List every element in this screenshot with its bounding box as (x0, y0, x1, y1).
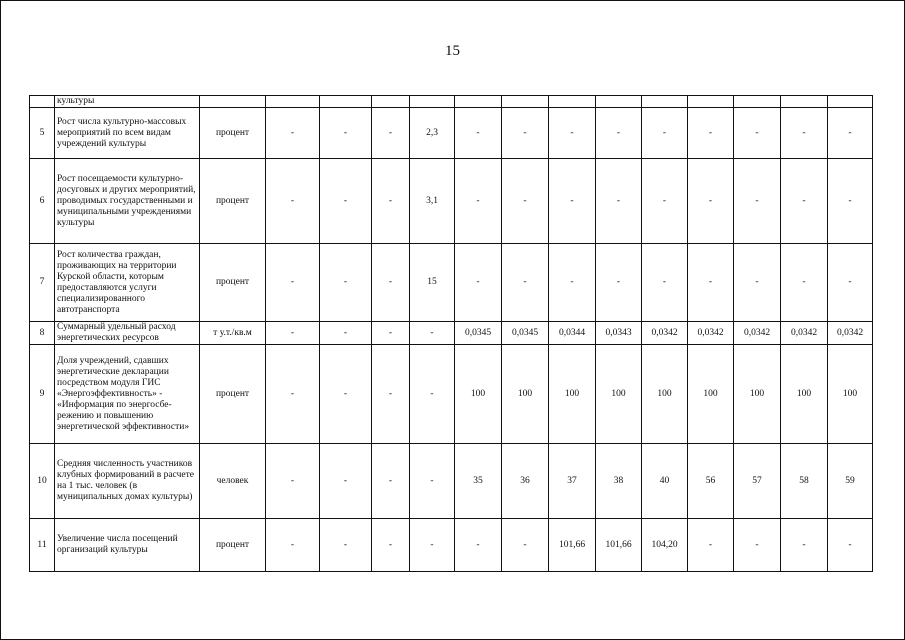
value-cell: - (642, 159, 688, 244)
value-cell: - (410, 519, 455, 572)
value-cell: - (410, 322, 455, 345)
value-cell: 100 (549, 345, 596, 444)
value-cell: - (549, 244, 596, 322)
value-cell: - (642, 108, 688, 159)
value-cell: 101,66 (549, 519, 596, 572)
row-number: 8 (30, 322, 55, 345)
value-cell: - (455, 519, 502, 572)
unit-cell (200, 96, 266, 108)
value-cell: - (320, 108, 372, 159)
value-cell: 100 (734, 345, 781, 444)
value-cell: 0,0343 (596, 322, 642, 345)
value-cell: - (781, 519, 828, 572)
unit-cell: процент (200, 159, 266, 244)
value-cell: - (781, 108, 828, 159)
value-cell: - (372, 444, 410, 519)
value-cell: - (266, 322, 320, 345)
unit-cell: человек (200, 444, 266, 519)
value-cell: - (455, 159, 502, 244)
value-cell: - (642, 244, 688, 322)
value-cell: 0,0342 (828, 322, 873, 345)
value-cell: 0,0345 (455, 322, 502, 345)
value-cell: - (688, 244, 734, 322)
value-cell: - (266, 444, 320, 519)
value-cell: 0,0345 (502, 322, 549, 345)
value-cell: 100 (455, 345, 502, 444)
value-cell (642, 96, 688, 108)
value-cell: 36 (502, 444, 549, 519)
unit-cell: процент (200, 345, 266, 444)
indicator-name: культуры (55, 96, 200, 108)
value-cell: - (320, 159, 372, 244)
value-cell: - (320, 322, 372, 345)
indicator-name: Средняя численность участников клубных формирований в расчете на 1 тыс. человек (в муниципальных домах культуры) (55, 444, 200, 519)
value-cell: - (596, 159, 642, 244)
value-cell (781, 96, 828, 108)
value-cell: 40 (642, 444, 688, 519)
indicator-name: Суммарный удельный расход энергетических ресурсов (55, 322, 200, 345)
value-cell: 100 (828, 345, 873, 444)
value-cell: - (372, 322, 410, 345)
value-cell: - (688, 159, 734, 244)
value-cell: - (549, 108, 596, 159)
value-cell: 0,0342 (642, 322, 688, 345)
value-cell: 0,0342 (688, 322, 734, 345)
value-cell: - (372, 159, 410, 244)
value-cell: - (455, 244, 502, 322)
value-cell: - (596, 108, 642, 159)
row-number: 11 (30, 519, 55, 572)
value-cell: - (734, 519, 781, 572)
value-cell: 3,1 (410, 159, 455, 244)
value-cell: - (781, 159, 828, 244)
value-cell: - (734, 244, 781, 322)
table-row (30, 96, 873, 108)
value-cell: - (502, 519, 549, 572)
value-cell: 37 (549, 444, 596, 519)
value-cell: - (734, 108, 781, 159)
value-cell (596, 96, 642, 108)
value-cell: 0,0344 (549, 322, 596, 345)
row-number: 9 (30, 345, 55, 444)
unit-cell: т у.т./кв.м (200, 322, 266, 345)
value-cell: - (320, 345, 372, 444)
value-cell: 38 (596, 444, 642, 519)
indicator-name: Рост посещаемости культурно-досуговых и других мероприятий, проводимых государственными и муниципальными учреждениями культуры (55, 159, 200, 244)
row-number: 10 (30, 444, 55, 519)
value-cell: - (372, 519, 410, 572)
indicator-name: Рост числа культурно-массовых мероприятий по всем видам учреждений культуры (55, 108, 200, 159)
value-cell (410, 96, 455, 108)
table-row (30, 322, 873, 345)
value-cell: - (828, 159, 873, 244)
indicator-name: Увеличение числа посещений организаций культуры (55, 519, 200, 572)
value-cell: - (688, 519, 734, 572)
value-cell: - (455, 108, 502, 159)
value-cell: 57 (734, 444, 781, 519)
value-cell: - (828, 244, 873, 322)
page-number: 15 (445, 43, 460, 59)
value-cell: - (266, 345, 320, 444)
value-cell: 101,66 (596, 519, 642, 572)
value-cell (320, 96, 372, 108)
value-cell: 15 (410, 244, 455, 322)
row-number: 6 (30, 159, 55, 244)
value-cell (688, 96, 734, 108)
value-cell: - (781, 244, 828, 322)
unit-cell: процент (200, 108, 266, 159)
value-cell: - (828, 108, 873, 159)
row-number (30, 96, 55, 108)
table-row (30, 444, 873, 519)
value-cell (734, 96, 781, 108)
value-cell: 2,3 (410, 108, 455, 159)
value-cell: - (549, 159, 596, 244)
value-cell: - (828, 519, 873, 572)
unit-cell: процент (200, 244, 266, 322)
row-number: 7 (30, 244, 55, 322)
value-cell (549, 96, 596, 108)
value-cell: - (320, 244, 372, 322)
value-cell: 56 (688, 444, 734, 519)
value-cell: - (502, 108, 549, 159)
value-cell: - (372, 345, 410, 444)
value-cell: 100 (688, 345, 734, 444)
value-cell: - (688, 108, 734, 159)
value-cell (502, 96, 549, 108)
value-cell: - (734, 159, 781, 244)
table-row (30, 345, 873, 444)
value-cell: - (596, 244, 642, 322)
value-cell: 100 (596, 345, 642, 444)
value-cell: 100 (781, 345, 828, 444)
value-cell: - (320, 519, 372, 572)
value-cell (266, 96, 320, 108)
indicators-table (29, 95, 873, 572)
row-number: 5 (30, 108, 55, 159)
value-cell: 0,0342 (734, 322, 781, 345)
value-cell: - (372, 244, 410, 322)
value-cell (455, 96, 502, 108)
table-row (30, 244, 873, 322)
table-row (30, 159, 873, 244)
value-cell: - (266, 159, 320, 244)
value-cell: - (266, 244, 320, 322)
value-cell: 100 (502, 345, 549, 444)
value-cell: - (410, 345, 455, 444)
value-cell: - (502, 244, 549, 322)
value-cell (372, 96, 410, 108)
value-cell: - (266, 108, 320, 159)
value-cell: - (372, 108, 410, 159)
value-cell: - (266, 519, 320, 572)
value-cell: 58 (781, 444, 828, 519)
value-cell: 35 (455, 444, 502, 519)
value-cell: 104,20 (642, 519, 688, 572)
unit-cell: процент (200, 519, 266, 572)
table-row (30, 108, 873, 159)
indicator-name: Рост количества граждан, проживающих на территории Курской области, которым предоставляются услуги специализированного автотранспорта (55, 244, 200, 322)
value-cell: - (502, 159, 549, 244)
table-row (30, 519, 873, 572)
value-cell: - (410, 444, 455, 519)
value-cell: 59 (828, 444, 873, 519)
value-cell (828, 96, 873, 108)
value-cell: 100 (642, 345, 688, 444)
value-cell: - (320, 444, 372, 519)
value-cell: 0,0342 (781, 322, 828, 345)
indicator-name: Доля учреждений, сдавших энергетические декларации посредством модуля ГИС «Энергоэффективность» - «Информация по энергосбе-режению и повышению энергетической эффективности» (55, 345, 200, 444)
